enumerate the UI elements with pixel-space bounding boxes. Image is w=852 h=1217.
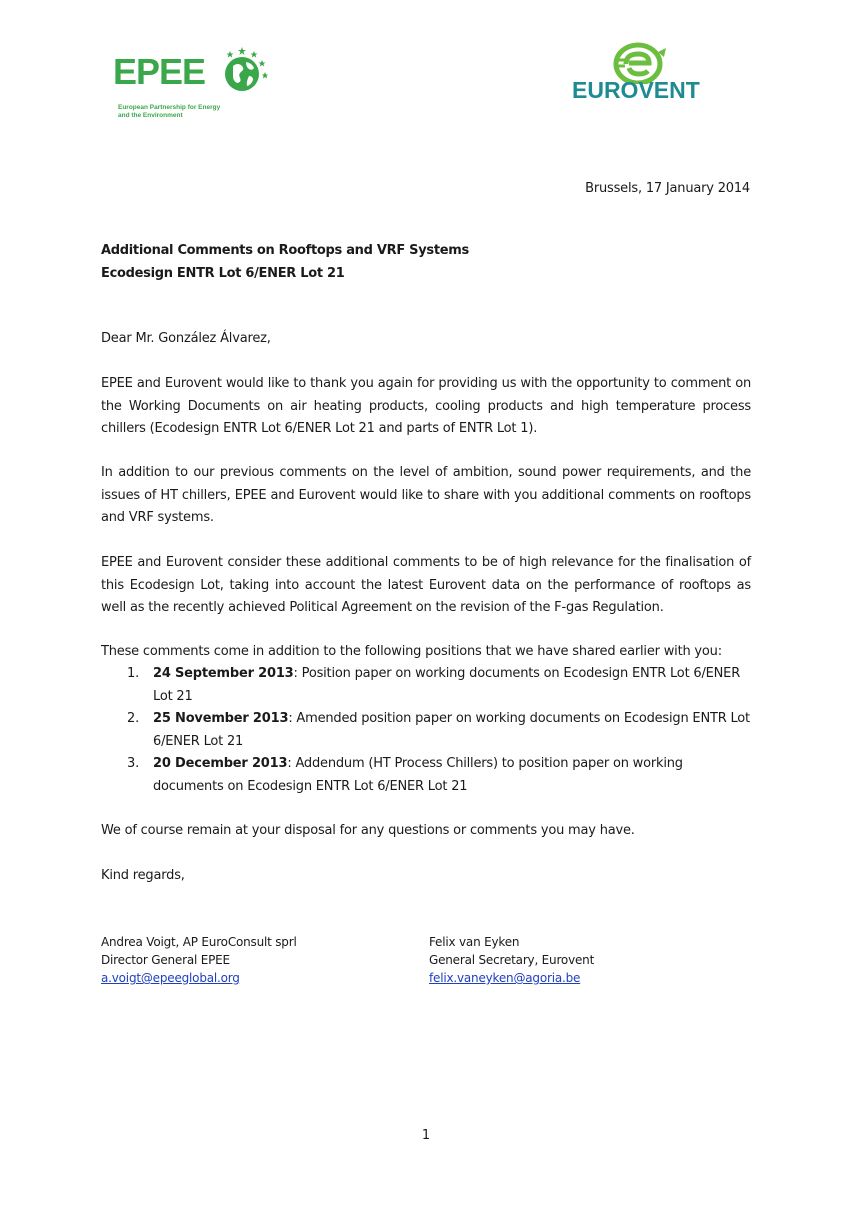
list-item-text: : Addendum (HT Process Chillers) to position paper on working documents on Ecodesign ENTR Lot 6/ENER Lot 21 — [153, 756, 683, 794]
list-item-date: 24 September 2013 — [153, 666, 294, 681]
list-item-number: 2. — [127, 711, 140, 726]
paragraph-previous-positions-intro: These comments come in addition to the following positions that we have shared earlier with you: — [101, 644, 722, 659]
salutation: Dear Mr. González Álvarez, — [101, 331, 271, 346]
globe-stars-icon — [216, 46, 268, 98]
list-item-date: 25 November 2013 — [153, 711, 289, 726]
signatory-email-link[interactable]: felix.vaneyken@agoria.be — [429, 971, 581, 985]
paragraph-thanks: EPEE and Eurovent would like to thank you again for providing us with the opportunity to comment on the Working Documents on air heating products, cooling products and high temperature process chillers (Ecodesign ENTR Lot 6/ENER Lot 21 and parts of ENTR Lot 1). — [101, 376, 751, 436]
closing: Kind regards, — [101, 868, 185, 883]
list-item — [101, 753, 751, 798]
list-item-date: 20 December 2013 — [153, 756, 288, 771]
list-item-text: : Position paper on working documents on Ecodesign ENTR Lot 6/ENER Lot 21 — [153, 666, 741, 704]
subject-line-1: Additional Comments on Rooftops and VRF Systems — [101, 243, 469, 258]
signatory-epee — [101, 933, 297, 987]
epee-logo — [113, 44, 273, 124]
signatory-title: Director General EPEE — [101, 953, 230, 967]
signatory-eurovent — [429, 933, 594, 987]
epee-tagline — [118, 104, 238, 120]
paragraph-additional-comments: In addition to our previous comments on the level of ambition, sound power requirements, and the issues of HT chillers, EPEE and Eurovent would like to share with you additional comments on rooftops and VRF systems. — [101, 465, 751, 525]
epee-tagline-line1: European Partnership for Energy — [118, 104, 221, 111]
list-item — [101, 708, 751, 753]
paragraph-relevance: EPEE and Eurovent consider these additional comments to be of high relevance for the finalisation of this Ecodesign Lot, taking into account the latest Eurovent data on the performance of rooftops as well as the recently achieved Political Agreement on the revision of the F-gas Regulation. — [101, 555, 751, 615]
eurovent-logo-wordmark: EUROVENT — [572, 77, 700, 103]
list-item — [101, 663, 751, 708]
letter-date: Brussels, 17 January 2014 — [585, 181, 750, 196]
list-item-text: : Amended position paper on working documents on Ecodesign ENTR Lot 6/ENER Lot 21 — [153, 711, 750, 749]
eurovent-logo — [570, 42, 730, 104]
page-number: 1 — [421, 1128, 431, 1143]
letter-subject — [101, 240, 469, 285]
signatory-name: Felix van Eyken — [429, 935, 520, 949]
previous-positions-list — [101, 663, 751, 798]
list-item-number: 3. — [127, 756, 140, 771]
paragraph-disposal: We of course remain at your disposal for any questions or comments you may have. — [101, 823, 635, 838]
signatory-email-link[interactable]: a.voigt@epeeglobal.org — [101, 971, 240, 985]
list-item-number: 1. — [127, 666, 140, 681]
epee-logo-wordmark: EPEE — [113, 51, 206, 92]
signatory-name: Andrea Voigt, AP EuroConsult sprl — [101, 935, 297, 949]
epee-tagline-line2: and the Environment — [118, 112, 183, 119]
signatory-title: General Secretary, Eurovent — [429, 953, 595, 967]
subject-line-2: Ecodesign ENTR Lot 6/ENER Lot 21 — [101, 265, 345, 281]
